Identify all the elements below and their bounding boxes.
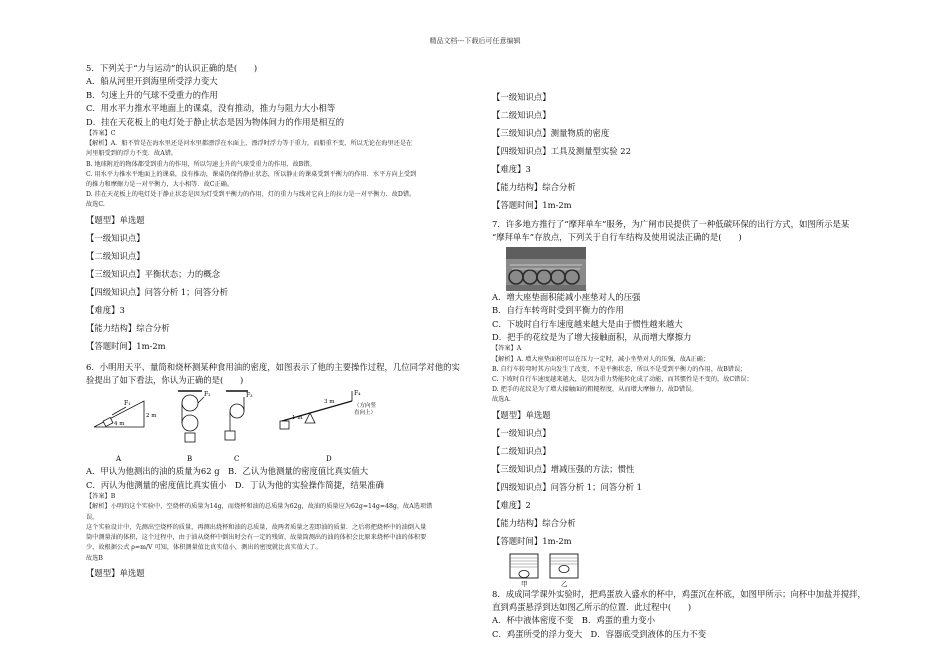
q5-analysis-4: C. 用水平力推水平地面上的课桌，没有推动，课桌仍保持静止状态，所以静止的课桌受到平衡力的作用．水平方向上受到 [86, 170, 417, 178]
q5-tag-l4: 【四级知识点】问答分析 1；问答分析 [86, 286, 228, 297]
q5-tag-difficulty: 【难度】3 [86, 304, 125, 315]
left-column [86, 62, 486, 582]
q5-option-a: A．船从河里开到海里所受浮力变大 [86, 76, 218, 87]
q6-analysis-6: 故选B [86, 554, 103, 562]
q7-analysis-2: B. 自行车转弯时其方向发生了改变，不是平衡状态，所以不是受到平衡力的作用，故B错误； [492, 365, 747, 373]
q6-tag-ability: 【能力结构】综合分析 [492, 182, 576, 192]
q7-analysis-1: 【解析】A. 增大座垫面积可以在压力一定时，减小坐垫对人的压强，故A正确； [492, 355, 710, 363]
q5-option-b: B．匀速上升的气球不受重力的作用 [86, 89, 218, 100]
q7-stem-1: 7．许多地方推行了“摩拜单车”服务，为广闸市民提供了一种低碳环保的出行方式，如图所示是某 [492, 219, 850, 229]
svg-text:乙: 乙 [561, 579, 568, 588]
cup-yi [550, 554, 578, 588]
svg-text:直向上）: 直向上） [354, 410, 377, 417]
figure-a-incline [94, 400, 157, 463]
q6-tag-time: 【答题时间】1m-2m [492, 200, 572, 210]
q5-tag-l1: 【一级知识点】 [86, 232, 145, 243]
q6-tag-l4: 【四级知识点】工具及测量型实验 22 [492, 146, 631, 156]
svg-text:D: D [326, 455, 332, 464]
q5-tag-ability: 【能力结构】综合分析 [86, 322, 170, 333]
right-column [492, 88, 877, 641]
svg-text:B: B [187, 455, 193, 464]
q7-analysis-5: 故选A. [492, 396, 511, 404]
q6-analysis-2: 误。 [86, 513, 99, 521]
q6-answer: 【答案】B [86, 493, 116, 501]
q5-analysis-1: 【解析】A．船不管是在海水里还是河水里都漂浮在水面上，漂浮时浮力等于重力，而船重不变，所以无论在海里还是在 [86, 140, 413, 148]
q5-analysis-3: B. 地球附近的物体都受到重力的作用，所以匀速上升的气球受重力的作用，故B错。 [86, 160, 316, 168]
q6-figure-machines [86, 387, 386, 465]
q5-tag-l2: 【二级知识点】 [86, 250, 145, 261]
q5-tag-type: 【题型】单选题 [86, 214, 145, 225]
q7-bike-photo [506, 247, 586, 291]
figure-c-pulley [225, 391, 253, 463]
q7-option-a: A．增大座垫面积能减小座垫对人的压强 [492, 291, 641, 302]
svg-text:A: A [116, 455, 122, 464]
q7-tag-time: 【答题时间】1m-2m [492, 535, 572, 546]
q8-options-cd: C．鸡蛋所受的浮力变大 D．容器底受到液体的压力不变 [492, 628, 707, 639]
svg-text:4 m: 4 m [114, 421, 125, 428]
q7-tag-l4: 【四级知识点】问答分析 1；问答分析 1 [492, 481, 642, 492]
q7-analysis-3: C. 下坡时自行车速度越来越大，是因为重力势能转化成了动能，而其惯性是不变的，故C错误； [492, 376, 753, 384]
figure-b-pulley [178, 391, 211, 463]
q7-option-d: D．把手的花纹是为了增大接触面积，从而增大摩擦力 [492, 332, 692, 343]
svg-text:F₂: F₂ [204, 391, 211, 399]
q5-answer: 【答案】C [86, 130, 116, 138]
q6-analysis-4: 筒中测量油的体积，这个过程中，由于油从烧杯中倒出时会有一定的残留，故量筒测出的油的体积会比原来烧杯中油的体积要 [86, 534, 427, 542]
q8-egg-cups-figure [506, 552, 586, 588]
svg-text:F₃: F₃ [246, 392, 253, 400]
q5-tag-l3: 【三级知识点】平衡状态；力的概念 [86, 268, 220, 279]
q6-tag-type: 【题型】单选题 [86, 567, 145, 578]
q6-tag-difficulty: 【难度】3 [492, 164, 531, 174]
q8-stem-2: 直到鸡蛋悬浮到达如图乙所示的位置．此过程中( ) [492, 602, 692, 613]
svg-text:2 m: 2 m [146, 413, 157, 420]
svg-text:3 m: 3 m [324, 399, 335, 406]
q5-stem: 5．下列关于“力与运动”的认识正确的是( ) [86, 63, 258, 73]
q6-stem-2: 验提出了如下看法，你认为正确的是( ) [86, 375, 244, 386]
q5-option-c: C．用水平力推水平地面上的课桌，没有推动，推力与阻力大小相等 [86, 103, 336, 114]
q7-tag-type: 【题型】单选题 [492, 409, 551, 420]
q6-tag-l3: 【三级知识点】测量物质的密度 [492, 128, 610, 138]
q6-analysis-5: 少，故根据公式 ρ=m/V 可知，体积测量值比真实值小，测出的密度就比真实值大了。 [86, 544, 322, 552]
q6-tag-l2: 【二级知识点】 [492, 110, 551, 120]
q6-tag-l1: 【一级知识点】 [492, 92, 551, 102]
q5-option-d: D．挂在天花板上的电灯处于静止状态是因为物体间力的作用是相互的 [86, 116, 344, 127]
svg-text:F₄: F₄ [354, 390, 361, 398]
svg-text:F₁: F₁ [124, 400, 131, 408]
q6-analysis-3: 这个实验设计中，先测出空烧杯的质量，再测出烧杯和油的总质量，故两者质量之差即油的质量．之后将把烧杯中的油倒入量 [86, 523, 427, 531]
svg-text:甲: 甲 [521, 579, 528, 588]
q6-options-ab: A．甲认为他测出的油的质量为62 g B．乙认为他测量的密度值比真实值大 [86, 466, 369, 477]
svg-text:（方向竖: （方向竖 [354, 403, 377, 410]
q5-analysis-5: 的推力和摩擦力是一对平衡力，大小相等．故C正确。 [86, 181, 234, 189]
q8-stem-1: 8．成成同学课外实验时，把鸡蛋放入盛水的杯中，鸡蛋沉在杯底，如图甲所示；向杯中加盐并搅拌， [492, 588, 866, 599]
q5-analysis-7: 故选C. [86, 201, 105, 209]
figure-d-lever [280, 390, 377, 463]
q5-analysis-2: 河里船受到的浮力不变．故A错。 [86, 150, 178, 158]
q8-options-ab: A．杯中液体密度不变 B．鸡蛋的重力变小 [492, 615, 655, 626]
svg-text:C: C [234, 455, 240, 464]
q7-tag-l3: 【三级知识点】增减压强的方法；惯性 [492, 463, 635, 474]
q7-tag-ability: 【能力结构】综合分析 [492, 517, 576, 528]
q7-tag-l1: 【一级知识点】 [492, 427, 551, 438]
q7-option-b: B．自行车转弯时受到平衡力的作用 [492, 305, 624, 316]
q5-analysis-6: D. 挂在天花板上的电灯处于静止状态是因为灯受到平衡力的作用，灯的重力与线对它向上的拉力是一对平衡力．故D错。 [86, 191, 416, 199]
q5-tag-time: 【答题时间】1m-2m [86, 340, 166, 351]
q6-stem-1: 6．小明用天平、量筒和烧杯测某种食用油的密度，如图表示了他的主要操作过程，几位同学对他的实 [86, 361, 460, 372]
q6-analysis-1: 【解析】小明的这个实验中，空烧杯的质量为14g，而烧杯和油的总质量为62g，故油的质量应为62g=14g=48g，故A选项错 [86, 503, 433, 511]
q7-analysis-4: D. 把手的花纹是为了增大接触面的粗糙程度，从而增大摩擦力，故D错误。 [492, 386, 698, 394]
q7-option-c: C．下坡时自行车速度越来越大是由于惯性越来越大 [492, 318, 683, 329]
q6-options-cd: C．丙认为他测量的密度值比真实值小 D．丁认为他的实验操作简捷，结果准确 [86, 479, 384, 490]
q7-stem-2: “摩拜单车”存放点，下列关于自行车结构及使用说法正确的是( ) [492, 232, 742, 243]
q7-answer: 【答案】A [492, 345, 522, 353]
q7-tag-difficulty: 【难度】2 [492, 499, 531, 510]
q7-tag-l2: 【二级知识点】 [492, 445, 551, 456]
svg-text:1 m: 1 m [292, 415, 303, 422]
header-watermark: 精品文档---下载后可任意编辑 [429, 37, 521, 45]
cup-jia [510, 554, 538, 588]
